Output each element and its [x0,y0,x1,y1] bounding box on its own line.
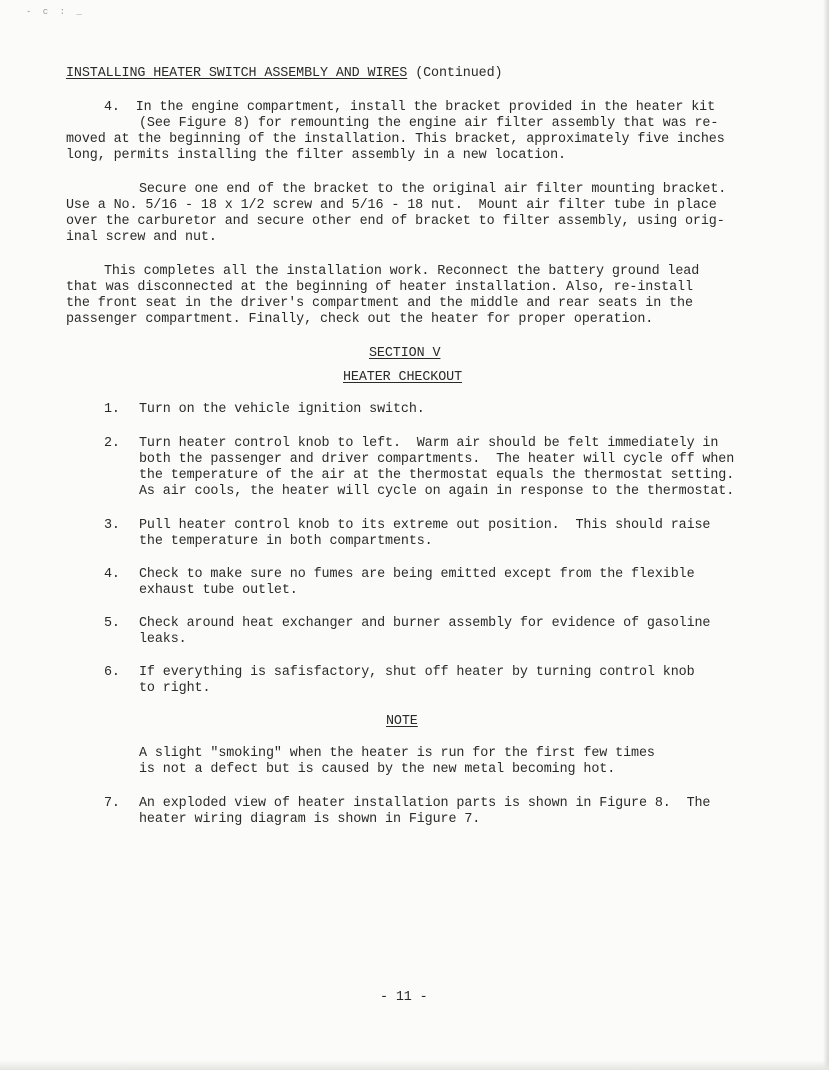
page-bottom-shadow [0,1060,829,1070]
section-header-title: INSTALLING HEATER SWITCH ASSEMBLY AND WIRES [66,66,408,81]
step-number: 5. [104,616,120,631]
text-line: leaks. [139,632,187,647]
text-line: both the passenger and driver compartments. The heater will cycle off when [139,452,735,467]
text-line: over the carburetor and secure other end of bracket to filter assembly, using orig- [66,214,725,229]
text-line: the temperature in both compartments. [139,534,433,549]
text-line: that was disconnected at the beginning of heater installation. Also, re-install [66,280,693,295]
step-number: 6. [104,665,120,680]
text-line: Check to make sure no fumes are being emitted except from the flexible [139,567,695,582]
text-line: passenger compartment. Finally, check out the heater for proper operation. [66,312,654,327]
text-line: to right. [139,681,211,696]
text-line: A slight "smoking" when the heater is run for the first few times [139,746,655,761]
text-line: Turn on the vehicle ignition switch. [139,402,425,417]
text-line: is not a defect but is caused by the new metal becoming hot. [139,762,616,777]
text-line: This completes all the installation work. Reconnect the battery ground lead [104,264,700,279]
section-header [66,66,502,82]
page-number: - 11 - [380,990,428,1005]
text-line: the temperature of the air at the thermostat equals the thermostat setting. [139,468,735,483]
text-line: (See Figure 8) for remounting the engine air filter assembly that was re- [139,116,719,131]
text-line: moved at the beginning of the installation. This bracket, approximately five inches [66,132,725,147]
scan-marks: - c : _ [26,7,85,17]
step-number: 7. [104,796,120,811]
text-line: 4. In the engine compartment, install the bracket provided in the heater kit [104,100,716,115]
step-number: 3. [104,518,120,533]
step-number: 1. [104,402,120,417]
text-line: Check around heat exchanger and burner assembly for evidence of gasoline [139,616,711,631]
text-line: heater wiring diagram is shown in Figure 7. [139,812,481,827]
step-number: 4. [104,567,120,582]
section-subtitle: HEATER CHECKOUT [343,370,463,385]
text-line: If everything is safisfactory, shut off heater by turning control knob [139,665,695,680]
text-line: Secure one end of the bracket to the original air filter mounting bracket. [139,182,727,197]
step-number: 2. [104,436,120,451]
text-line: An exploded view of heater installation parts is shown in Figure 8. The [139,796,711,811]
text-line: As air cools, the heater will cycle on again in response to the thermostat. [139,484,735,499]
note-title: NOTE [386,714,418,729]
text-line: exhaust tube outlet. [139,583,298,598]
text-line: long, permits installing the filter assembly in a new location. [66,148,566,163]
text-line: Pull heater control knob to its extreme out position. This should raise [139,518,711,533]
text-line: Turn heater control knob to left. Warm air should be felt immediately in [139,436,719,451]
text-line: inal screw and nut. [66,230,217,245]
text-line: Use a No. 5/16 - 18 x 1/2 screw and 5/16 - 18 nut. Mount air filter tube in place [66,198,717,213]
section-header-suffix: (Continued) [415,66,503,81]
page-edge-shadow [823,0,829,1070]
section-title: SECTION V [369,346,441,361]
text-line: the front seat in the driver's compartment and the middle and rear seats in the [66,296,693,311]
